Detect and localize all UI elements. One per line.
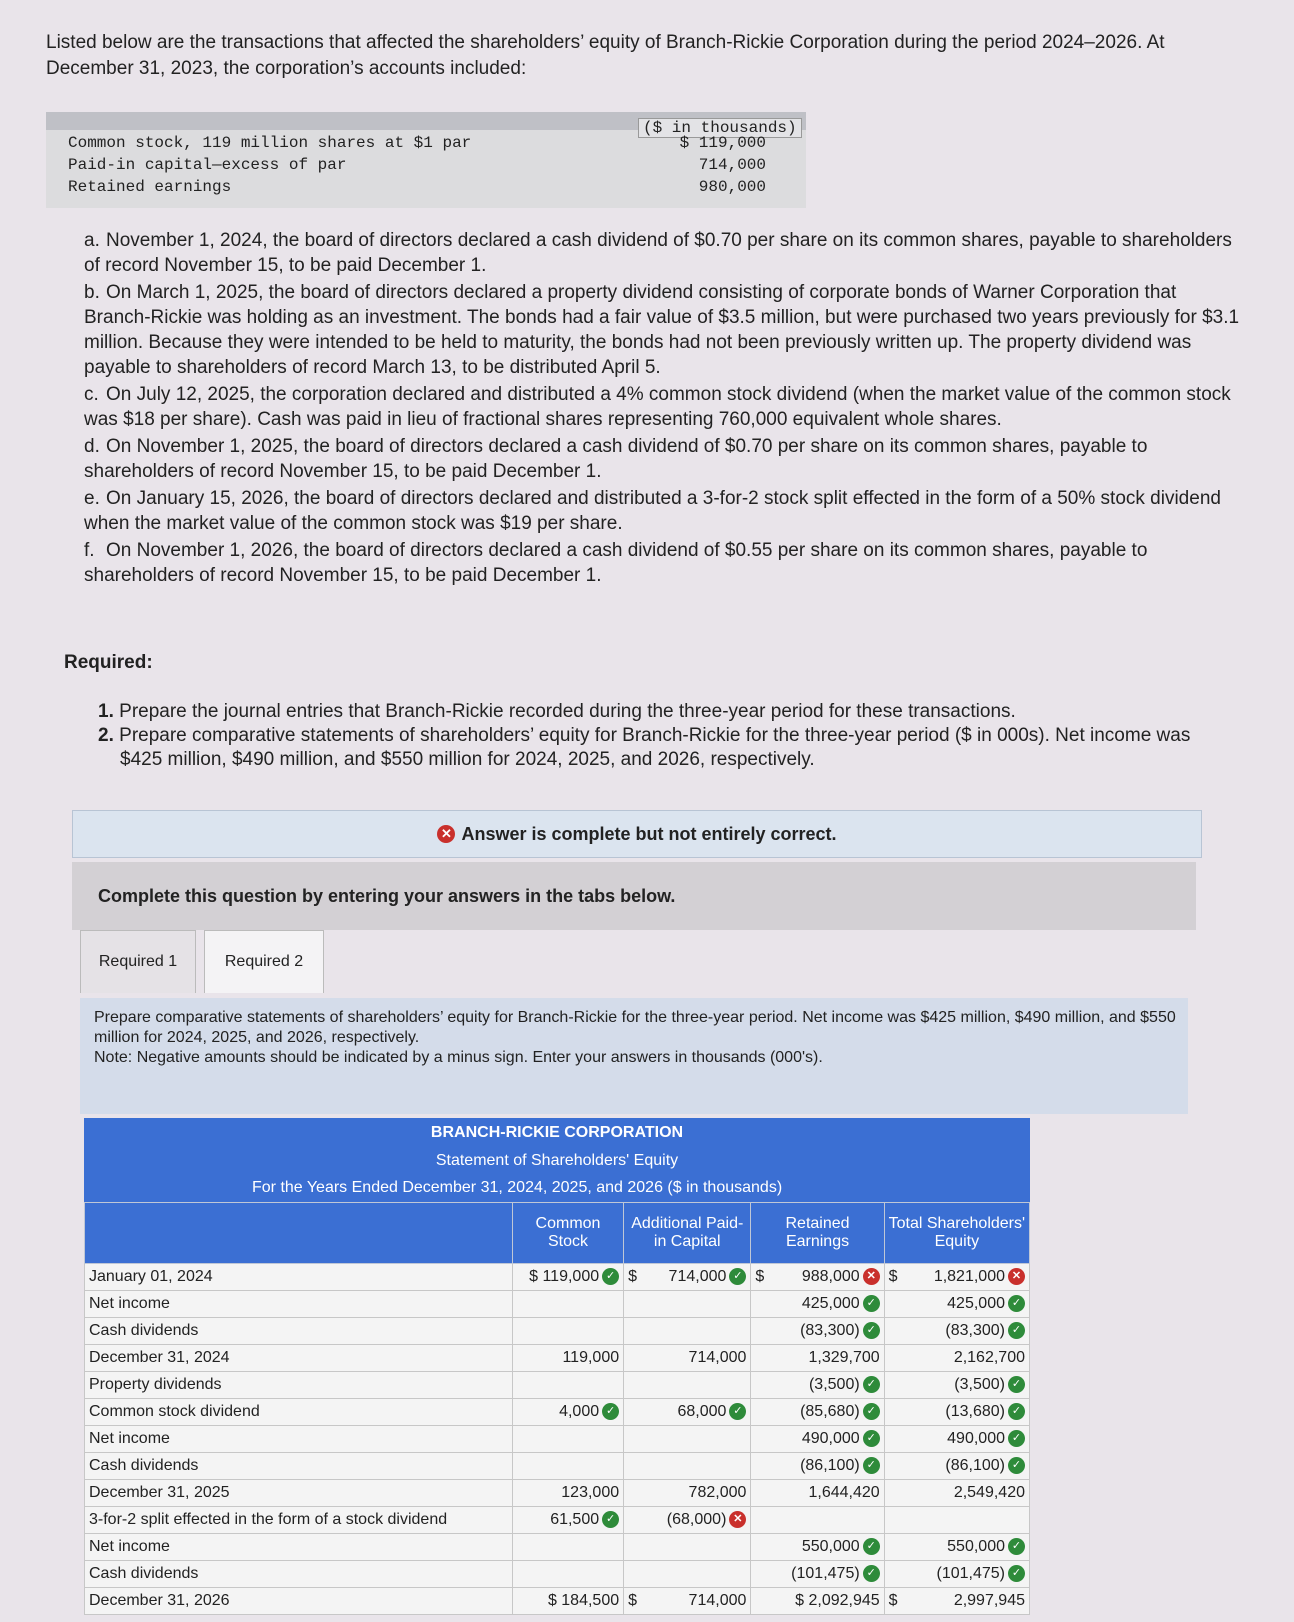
tab-required-2[interactable]: Required 2 [204,930,324,993]
table-row [85,1426,1030,1453]
correct-check-icon: ✓ [863,1322,880,1339]
correct-check-icon: ✓ [863,1565,880,1582]
correct-check-icon: ✓ [1008,1457,1025,1474]
statement-title: Statement of Shareholders' Equity [84,1148,1030,1174]
currency-symbol: $ [628,1268,638,1285]
amount-value: 1,821,000 [933,1268,1005,1285]
amount-value: (101,475) [936,1565,1005,1582]
correct-check-icon: ✓ [602,1268,619,1285]
amount-cell-apic [624,1453,751,1480]
column-header: Retained Earnings [751,1203,884,1264]
instruction-text: Prepare comparative statements of shareholders’ equity for Branch-Rickie for the three-year period. Net income was $425 million, $490 million, and $550 million for 2024, 2025, and 2026, respectively. [94,1009,1176,1046]
table-row [85,1318,1030,1345]
account-value: 980,000 [698,178,766,196]
amount-value: (86,100) [800,1457,860,1474]
correct-check-icon: ✓ [863,1538,880,1555]
amount-cell-re[interactable] [751,1318,884,1345]
amount-value: (101,475) [791,1565,860,1582]
amount-value: $ 184,500 [547,1592,620,1609]
row-label: December 31, 2026 [85,1588,513,1615]
amount-cell-re[interactable] [751,1291,884,1318]
amount-cell-cs[interactable] [512,1264,623,1291]
amount-cell-tot[interactable] [884,1561,1029,1588]
correct-check-icon: ✓ [863,1376,880,1393]
amount-cell-cs [512,1453,623,1480]
amount-value: 1,329,700 [808,1349,880,1366]
table-row [85,1345,1030,1372]
correct-check-icon: ✓ [1008,1430,1025,1447]
amount-cell-cs [512,1318,623,1345]
amount-cell-cs[interactable] [512,1345,623,1372]
amount-cell-tot[interactable] [884,1372,1029,1399]
incorrect-x-icon: ✕ [1008,1268,1025,1285]
amount-value: (85,680) [800,1403,860,1420]
amount-value: 490,000 [801,1430,860,1447]
table-row [85,1291,1030,1318]
amount-cell-cs [512,1372,623,1399]
row-label: Net income [85,1534,513,1561]
table-header-row [85,1203,1030,1264]
account-value: 714,000 [698,156,766,174]
column-header: Total Shareholders' Equity [884,1203,1029,1264]
table-row [85,1480,1030,1507]
equity-table [84,1202,1030,1615]
correct-check-icon: ✓ [863,1430,880,1447]
amount-cell-apic [624,1426,751,1453]
amount-cell-apic[interactable] [624,1588,751,1615]
amount-cell-apic[interactable] [624,1399,751,1426]
amount-cell-apic[interactable] [624,1480,751,1507]
amount-cell-cs [512,1426,623,1453]
amount-cell-tot[interactable] [884,1480,1029,1507]
amount-cell-cs[interactable] [512,1480,623,1507]
amount-value: 68,000 [677,1403,727,1420]
amount-cell-cs [512,1534,623,1561]
amount-cell-cs[interactable] [512,1399,623,1426]
table-row [85,1453,1030,1480]
amount-value: 550,000 [801,1538,860,1555]
amount-value: (83,300) [945,1322,1005,1339]
transaction-item: e. On January 15, 2026, the board of directors declared and distributed a 3-for-2 stock split effected in the form of a 50% stock dividend when the market value of the common stock was $19 per share. [84,488,1221,534]
row-label: December 31, 2025 [85,1480,513,1507]
required-list [98,700,1218,772]
row-label: December 31, 2024 [85,1345,513,1372]
amount-value: 2,997,945 [953,1592,1025,1609]
column-header-blank [85,1203,513,1264]
amount-value: 550,000 [947,1538,1005,1555]
column-header: Common Stock [512,1203,623,1264]
amount-value: 714,000 [688,1349,747,1366]
amount-cell-apic[interactable] [624,1507,751,1534]
currency-symbol: $ [628,1592,638,1609]
amount-value: (13,680) [945,1403,1005,1420]
amount-value: 714,000 [668,1268,727,1285]
currency-symbol: $ [755,1268,765,1285]
amount-value: (83,300) [800,1322,860,1339]
table-row [85,1399,1030,1426]
amount-cell-re [751,1507,884,1534]
amount-value: (68,000) [666,1511,727,1528]
amount-cell-tot[interactable] [884,1318,1029,1345]
row-label: Cash dividends [85,1453,513,1480]
statement-company: BRANCH-RICKIE CORPORATION [84,1118,1030,1148]
amount-cell-re[interactable] [751,1264,884,1291]
row-label: Property dividends [85,1372,513,1399]
account-label: Common stock, 119 million shares at $1 par [68,134,472,152]
tab-instructions [80,998,1188,1114]
amount-cell-re[interactable] [751,1426,884,1453]
amount-cell-apic[interactable] [624,1264,751,1291]
column-header: Additional Paid-in Capital [624,1203,751,1264]
transaction-item: b. On March 1, 2025, the board of directors declared a property dividend consisting of corporate bonds of Warner Corporation that Branch-Rickie was holding as an investment. The bonds had a fair value of $3.5 million, but were purchased two years previously for $3.1 million. Because they were intended to be held to maturity, the bonds had not been previously written up. The property dividend was payable to shareholders of record March 13, to be distributed April 5. [84,282,1240,378]
amount-cell-tot[interactable] [884,1291,1029,1318]
instruction-note: Note: Negative amounts should be indicated by a minus sign. Enter your answers in thousands (000's). [94,1049,823,1066]
transaction-item: a. November 1, 2024, the board of directors declared a cash dividend of $0.70 per share on its common shares, payable to shareholders of record November 15, to be paid December 1. [84,230,1232,276]
correct-check-icon: ✓ [602,1403,619,1420]
amount-value: $ 2,092,945 [795,1592,880,1609]
amount-value: 123,000 [561,1484,620,1501]
account-label: Retained earnings [68,178,232,196]
amount-value: 490,000 [947,1430,1005,1447]
amount-cell-re[interactable] [751,1345,884,1372]
table-row [85,1561,1030,1588]
correct-check-icon: ✓ [1008,1538,1025,1555]
correct-check-icon: ✓ [863,1295,880,1312]
tab-required-1[interactable]: Required 1 [80,930,196,993]
amount-value: 61,500 [550,1511,600,1528]
amount-cell-tot[interactable] [884,1453,1029,1480]
amount-cell-cs[interactable] [512,1588,623,1615]
amount-value: 1,644,420 [808,1484,880,1501]
table-row [85,1507,1030,1534]
amount-cell-apic [624,1561,751,1588]
amount-cell-tot[interactable] [884,1426,1029,1453]
transaction-item: f. On November 1, 2026, the board of directors declared a cash dividend of $0.55 per share on its common shares, payable to shareholders of record November 15, to be paid December 1. [84,540,1148,586]
row-label: January 01, 2024 [85,1264,513,1291]
accounts-box [46,112,806,208]
amount-cell-re[interactable] [751,1588,884,1615]
correct-check-icon: ✓ [1008,1322,1025,1339]
amount-cell-re[interactable] [751,1534,884,1561]
answer-status-banner: ✕ Answer is complete but not entirely correct. [72,810,1202,858]
problem-intro: Listed below are the transactions that affected the shareholders’ equity of Branch-Rickie Corporation during the period 2024–2026. At December 31, 2023, the corporation’s accounts included: [46,32,1165,79]
required-heading: Required: [64,652,153,673]
amount-value: (86,100) [945,1457,1005,1474]
amount-cell-apic [624,1372,751,1399]
correct-check-icon: ✓ [1008,1295,1025,1312]
amount-cell-re[interactable] [751,1453,884,1480]
account-label: Paid-in capital—excess of par [68,156,347,174]
row-label: Net income [85,1291,513,1318]
amount-value: 714,000 [688,1592,747,1609]
table-row [85,1372,1030,1399]
amount-cell-re[interactable] [751,1399,884,1426]
transaction-list [84,228,1244,588]
amount-cell-tot[interactable] [884,1534,1029,1561]
correct-check-icon: ✓ [863,1457,880,1474]
incorrect-x-icon: ✕ [863,1268,880,1285]
row-label: Common stock dividend [85,1399,513,1426]
amount-value: 425,000 [801,1295,860,1312]
amount-cell-apic [624,1291,751,1318]
amount-cell-tot[interactable] [884,1345,1029,1372]
amount-value: 2,162,700 [953,1349,1025,1366]
account-value: $ 119,000 [679,134,766,152]
transaction-item: c. On July 12, 2025, the corporation declared and distributed a 4% common stock dividend (when the market value of the common stock was $18 per share). Cash was paid in lieu of fractional shares representing 760,000 equivalent whole shares. [84,384,1231,430]
instruction-bar: Complete this question by entering your answers in the tabs below. [72,862,1196,930]
amount-value: 988,000 [801,1268,860,1285]
amount-cell-cs[interactable] [512,1507,623,1534]
correct-check-icon: ✓ [1008,1565,1025,1582]
amount-cell-apic [624,1534,751,1561]
table-row [85,1588,1030,1615]
amount-cell-apic [624,1318,751,1345]
incorrect-icon: ✕ [437,825,455,843]
amount-value: 119,000 [562,1349,620,1366]
amount-value: 782,000 [688,1484,747,1501]
table-row [85,1264,1030,1291]
row-label: Cash dividends [85,1318,513,1345]
row-label: Cash dividends [85,1561,513,1588]
amount-cell-re[interactable] [751,1372,884,1399]
correct-check-icon: ✓ [863,1403,880,1420]
amount-cell-cs [512,1291,623,1318]
amount-cell-apic[interactable] [624,1345,751,1372]
required-item: 1. Prepare the journal entries that Branch-Rickie recorded during the three-year period for these transactions. [98,701,1016,722]
incorrect-x-icon: ✕ [729,1511,746,1528]
amount-value: (3,500) [808,1376,860,1393]
amount-cell-tot [884,1507,1029,1534]
amount-cell-re[interactable] [751,1480,884,1507]
required-item: 2. Prepare comparative statements of shareholders’ equity for Branch-Rickie for the three-year period ($ in 000s). Net income was $425 million, $490 million, and $550 million for 2024, 2025, and 2026, respectively. [98,725,1191,770]
transaction-item: d. On November 1, 2025, the board of directors declared a cash dividend of $0.70 per share on its common shares, payable to shareholders of record November 15, to be paid December 1. [84,436,1148,482]
correct-check-icon: ✓ [1008,1403,1025,1420]
amount-value: (3,500) [954,1376,1005,1393]
equity-statement [84,1118,1030,1615]
row-label: Net income [85,1426,513,1453]
table-row [85,1534,1030,1561]
amount-cell-cs [512,1561,623,1588]
amount-value: 425,000 [947,1295,1005,1312]
amount-cell-tot[interactable] [884,1588,1029,1615]
statement-period: For the Years Ended December 31, 2024, 2025, and 2026 ($ in thousands) [84,1174,1030,1202]
amount-cell-tot[interactable] [884,1264,1029,1291]
amount-cell-re[interactable] [751,1561,884,1588]
currency-symbol: $ [888,1592,898,1609]
accounts-unit-label: ($ in thousands) [638,118,802,138]
correct-check-icon: ✓ [729,1268,746,1285]
correct-check-icon: ✓ [729,1403,746,1420]
currency-symbol: $ [888,1268,898,1285]
row-label: 3-for-2 split effected in the form of a stock dividend [85,1507,513,1534]
correct-check-icon: ✓ [1008,1376,1025,1393]
amount-value: 2,549,420 [953,1484,1025,1501]
amount-value: $ 119,000 [529,1268,600,1285]
correct-check-icon: ✓ [602,1511,619,1528]
amount-cell-tot[interactable] [884,1399,1029,1426]
amount-value: 4,000 [559,1403,600,1420]
